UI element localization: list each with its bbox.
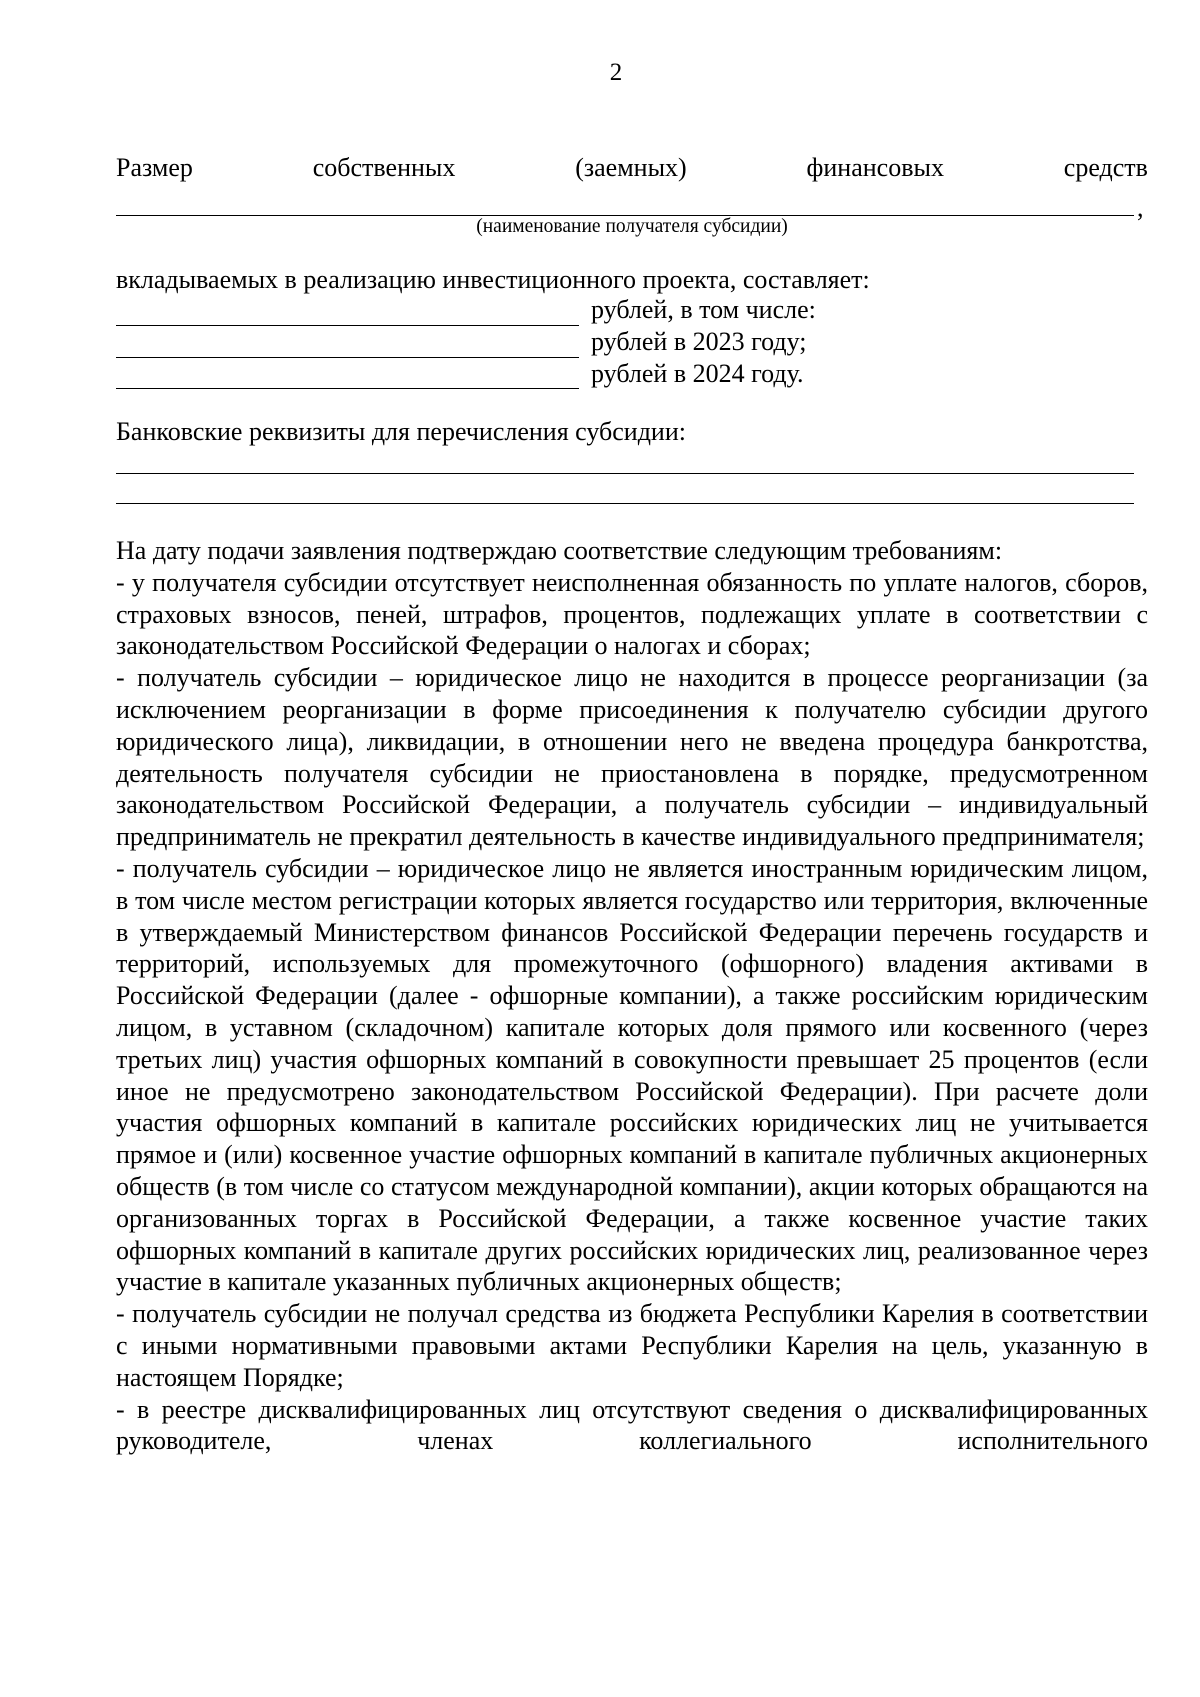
bank-details-blank-1 (116, 473, 1134, 474)
requirement-item: - у получателя субсидии отсутствует неисполненная обязанность по уплате налогов, сборов, страховых взносов, пеней, штрафов, процентов, подлежащих уплате в соответствии с законодательством Российской Федерации о налогах и сборах; (116, 567, 1148, 661)
amount-blank (116, 301, 579, 326)
amount-label: рублей в 2023 году; (591, 326, 807, 356)
invested-line: вкладываемых в реализацию инвестиционного проекта, составляет: (116, 265, 870, 294)
requirement-item: - в реестре дисквалифицированных лиц отсутствуют сведения о дисквалифицированных руководителе, членах коллегиального исполнительного (116, 1394, 1148, 1456)
recipient-name-comma: , (1137, 193, 1144, 222)
funds-heading (116, 152, 1148, 184)
funds-heading-word: Размер (116, 153, 193, 182)
amounts-list (116, 294, 1148, 389)
amount-label: рублей, в том числе: (591, 295, 816, 324)
amount-row (116, 358, 1148, 390)
requirement-item: - получатель субсидии не получал средства из бюджета Республики Карелия в соответствии с иными нормативными правовыми актами Республики Карелия на цель, указанную в настоящем Порядке; (116, 1299, 1148, 1392)
amount-row (116, 326, 1148, 358)
funds-heading-word: средств (1063, 153, 1148, 182)
bank-details-heading: Банковские реквизиты для перечисления субсидии: (116, 417, 686, 446)
amount-row (116, 294, 1148, 326)
funds-heading-word: собственных (312, 153, 456, 182)
requirements-section (116, 535, 1148, 1457)
funds-heading-word: (заемных) (575, 153, 687, 182)
requirement-item: - получатель субсидии – юридическое лицо не находится в процессе реорганизации (за исключением реорганизации в форме присоединения к получателю субсидии другого юридического лица), ликвидации, в отношении него не введена процедура банкротства, деятельность получателя субсидии не приостановлена в порядке, предусмотренном законодательством Российской Федерации, а получатель субсидии – индивидуальный предприниматель не прекратил деятельность в качестве индивидуального предпринимателя; (116, 663, 1148, 852)
amount-blank (116, 364, 579, 389)
amount-blank (116, 333, 579, 358)
funds-heading-word: финансовых (806, 153, 944, 182)
requirement-item: - получатель субсидии – юридическое лицо не является иностранным юридическим лицом, в том числе местом регистрации которых является государство или территория, включенные в утверждаемый Министерством финансов Российской Федерации перечень государств и территорий, используемых для промежуточного (офшорного) владения активами в Российской Федерации (далее - офшорные компании), а также российским юридическим лицом, в уставном (складочном) капитале которых доля прямого или косвенного (через третьих лиц) участия офшорных компаний в совокупности превышает 25 процентов (если иное не предусмотрено законодательством Российской Федерации). При расчете доли участия офшорных компаний в капитале российских юридических лиц не учитывается прямое и (или) косвенное участие офшорных компаний в капитале публичных акционерных обществ (в том числе со статусом международной компании), акции которых обращаются на организованных торгах в Российской Федерации, а также косвенное участие таких офшорных компаний в капитале других российских юридических лиц, реализованное через участие в капитале указанных публичных акционерных обществ; (116, 853, 1148, 1297)
requirements-intro: На дату подачи заявления подтверждаю соответствие следующим требованиям: (116, 536, 1003, 565)
page-number: 2 (609, 59, 623, 86)
bank-details-blank-2 (116, 503, 1134, 504)
amount-label: рублей в 2024 году. (591, 358, 804, 388)
recipient-name-caption: (наименование получателя субсидии) (476, 216, 788, 237)
